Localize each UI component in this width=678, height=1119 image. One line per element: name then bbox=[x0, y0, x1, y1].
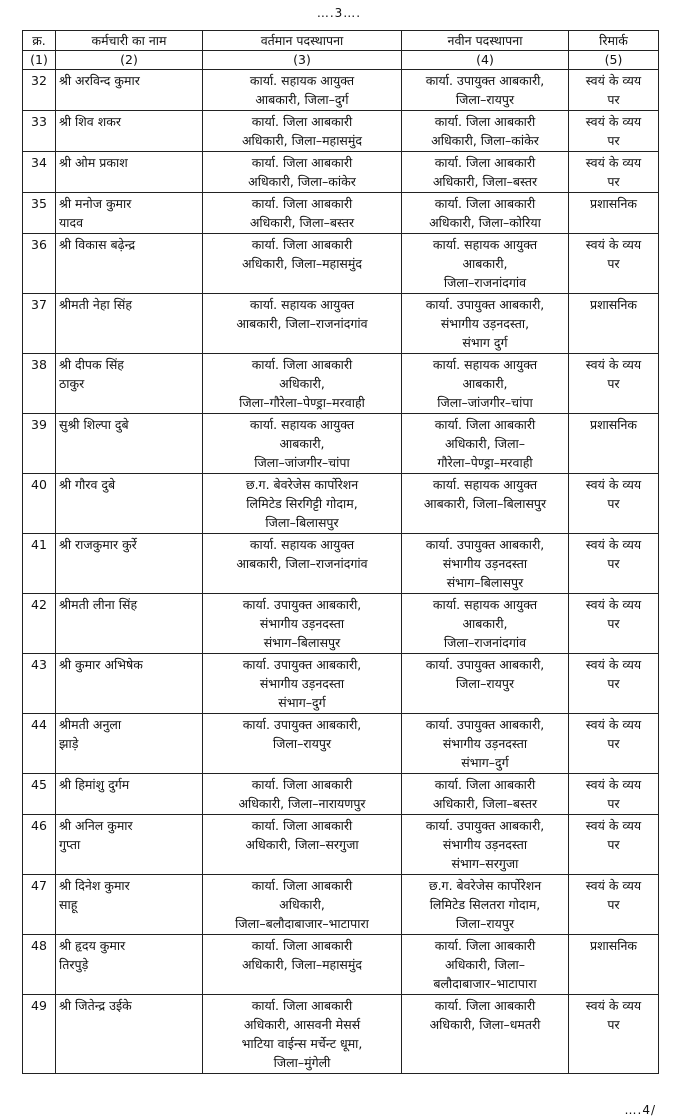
cell-line: कार्या. जिला आबकारी bbox=[251, 777, 353, 792]
employee-name-cell bbox=[56, 234, 203, 294]
cell-line: श्री मनोज कुमार bbox=[59, 196, 132, 211]
new-posting-cell bbox=[402, 111, 569, 152]
page-number-bottom: ….4/ bbox=[624, 1103, 656, 1117]
cell-line: कार्या. जिला आबकारी bbox=[434, 196, 536, 211]
new-posting-cell bbox=[402, 714, 569, 774]
remark-cell bbox=[569, 474, 659, 534]
new-posting-cell bbox=[402, 70, 569, 111]
cell-line: जिला–रायपुर bbox=[455, 92, 515, 107]
cell-line: कार्या. उपायुक्त आबकारी, bbox=[242, 597, 362, 612]
cell-line: कार्या. उपायुक्त आबकारी, bbox=[242, 657, 362, 672]
cell-line: श्रीमती लीना सिंह bbox=[59, 597, 138, 612]
cell-line: गौरेला–पेण्ड्रा–मरवाही bbox=[437, 455, 533, 470]
cell-line: स्वयं के व्यय bbox=[585, 155, 642, 170]
cell-line: संभागीय उड़नदस्ता bbox=[442, 556, 528, 571]
header-row bbox=[23, 31, 659, 51]
cell-line: पर bbox=[607, 736, 620, 751]
transfer-table bbox=[22, 30, 659, 1074]
cell-line: कार्या. सहायक आयुक्त bbox=[432, 357, 538, 372]
cell-line: कार्या. जिला आबकारी bbox=[251, 878, 353, 893]
cell-line: कार्या. सहायक आयुक्त bbox=[432, 597, 538, 612]
cell-line: संभाग–बिलासपुर bbox=[263, 635, 341, 650]
employee-name-cell bbox=[56, 294, 203, 354]
remark-cell bbox=[569, 111, 659, 152]
table-row bbox=[23, 935, 659, 995]
serial-number-cell: 47 bbox=[23, 875, 56, 935]
column-number: (1) bbox=[23, 51, 56, 70]
current-posting-cell bbox=[203, 152, 402, 193]
cell-line: पर bbox=[607, 1017, 620, 1032]
current-posting-cell bbox=[203, 354, 402, 414]
cell-line: पर bbox=[607, 496, 620, 511]
cell-line: जिला–मुंगेली bbox=[273, 1055, 331, 1070]
new-posting-cell bbox=[402, 354, 569, 414]
cell-line: कार्या. जिला आबकारी bbox=[434, 155, 536, 170]
cell-line: कार्या. जिला आबकारी bbox=[251, 155, 353, 170]
serial-number-cell: 45 bbox=[23, 774, 56, 815]
cell-line: अधिकारी, जिला–धमतरी bbox=[429, 1017, 541, 1032]
employee-name-cell bbox=[56, 414, 203, 474]
serial-number-cell: 34 bbox=[23, 152, 56, 193]
cell-line: संभागीय उड़नदस्ता bbox=[442, 736, 528, 751]
current-posting-cell bbox=[203, 654, 402, 714]
cell-line: आबकारी, जिला–राजनांदगांव bbox=[236, 556, 368, 571]
current-posting-cell bbox=[203, 474, 402, 534]
cell-line: अधिकारी, bbox=[279, 376, 325, 391]
column-number: (5) bbox=[569, 51, 659, 70]
cell-line: पर bbox=[607, 837, 620, 852]
remark-cell bbox=[569, 995, 659, 1074]
header-new-posting: नवीन पदस्थापना bbox=[402, 31, 569, 51]
cell-line: जिला–गौरेला–पेण्ड्रा–मरवाही bbox=[239, 395, 365, 410]
cell-line: श्री कुमार अभिषेक bbox=[59, 657, 143, 672]
cell-line: कार्या. जिला आबकारी bbox=[251, 938, 353, 953]
cell-line: कार्या. जिला आबकारी bbox=[251, 818, 353, 833]
cell-line: जिला–बिलासपुर bbox=[265, 515, 339, 530]
cell-line: अधिकारी, जिला–बस्तर bbox=[432, 796, 538, 811]
current-posting-cell bbox=[203, 111, 402, 152]
cell-line: यादव bbox=[59, 215, 84, 230]
current-posting-cell bbox=[203, 714, 402, 774]
remark-cell bbox=[569, 774, 659, 815]
cell-line: अधिकारी, जिला–महासमुंद bbox=[242, 957, 362, 972]
current-posting-cell bbox=[203, 234, 402, 294]
table-body bbox=[23, 70, 659, 1074]
column-number: (2) bbox=[56, 51, 203, 70]
employee-name-cell bbox=[56, 654, 203, 714]
table-row bbox=[23, 654, 659, 714]
cell-line: कार्या. उपायुक्त आबकारी, bbox=[425, 73, 545, 88]
cell-line: कार्या. जिला आबकारी bbox=[434, 417, 536, 432]
cell-line: कार्या. सहायक आयुक्त bbox=[249, 73, 355, 88]
cell-line: अधिकारी, bbox=[279, 897, 325, 912]
serial-number-cell: 42 bbox=[23, 594, 56, 654]
current-posting-cell bbox=[203, 294, 402, 354]
header-remark: रिमार्क bbox=[569, 31, 659, 51]
cell-line: अधिकारी, आसवनी मेसर्स bbox=[243, 1017, 361, 1032]
current-posting-cell bbox=[203, 594, 402, 654]
cell-line: आबकारी, जिला–बिलासपुर bbox=[423, 496, 547, 511]
cell-line: संभाग–बिलासपुर bbox=[446, 575, 524, 590]
table-row bbox=[23, 193, 659, 234]
cell-line: श्री शिव शकर bbox=[59, 114, 121, 129]
cell-line: आबकारी, bbox=[462, 376, 508, 391]
table-row bbox=[23, 714, 659, 774]
cell-line: कार्या. सहायक आयुक्त bbox=[432, 477, 538, 492]
cell-line: कार्या. सहायक आयुक्त bbox=[432, 237, 538, 252]
serial-number-cell: 38 bbox=[23, 354, 56, 414]
new-posting-cell bbox=[402, 193, 569, 234]
current-posting-cell bbox=[203, 70, 402, 111]
table-row bbox=[23, 875, 659, 935]
table-row bbox=[23, 414, 659, 474]
cell-line: अधिकारी, जिला–बस्तर bbox=[432, 174, 538, 189]
cell-line: संभाग–सरगुजा bbox=[451, 856, 519, 871]
serial-number-cell: 32 bbox=[23, 70, 56, 111]
serial-number-cell: 37 bbox=[23, 294, 56, 354]
new-posting-cell bbox=[402, 935, 569, 995]
cell-line: पर bbox=[607, 256, 620, 271]
cell-line: प्रशासनिक bbox=[589, 417, 638, 432]
remark-cell bbox=[569, 594, 659, 654]
cell-line: कार्या. उपायुक्त आबकारी, bbox=[425, 657, 545, 672]
serial-number-cell: 35 bbox=[23, 193, 56, 234]
table-row bbox=[23, 995, 659, 1074]
new-posting-cell bbox=[402, 474, 569, 534]
cell-line: कार्या. जिला आबकारी bbox=[251, 998, 353, 1013]
cell-line: स्वयं के व्यय bbox=[585, 818, 642, 833]
employee-name-cell bbox=[56, 111, 203, 152]
remark-cell bbox=[569, 234, 659, 294]
cell-line: पर bbox=[607, 174, 620, 189]
cell-line: कार्या. सहायक आयुक्त bbox=[249, 417, 355, 432]
cell-line: ठाकुर bbox=[59, 376, 85, 391]
remark-cell bbox=[569, 534, 659, 594]
cell-line: पर bbox=[607, 556, 620, 571]
cell-line: जिला–रायपुर bbox=[455, 916, 515, 931]
remark-cell bbox=[569, 294, 659, 354]
serial-number-cell: 41 bbox=[23, 534, 56, 594]
cell-line: छ.ग. बेवरेजेस कार्पोरेशन bbox=[428, 878, 542, 893]
cell-line: श्रीमती अनुला bbox=[59, 717, 122, 732]
cell-line: बलौदाबाजार–भाटापारा bbox=[433, 976, 537, 991]
serial-number-cell: 39 bbox=[23, 414, 56, 474]
current-posting-cell bbox=[203, 935, 402, 995]
cell-line: कार्या. उपायुक्त आबकारी, bbox=[425, 818, 545, 833]
cell-line: प्रशासनिक bbox=[589, 196, 638, 211]
cell-line: जिला–रायपुर bbox=[272, 736, 332, 751]
cell-line: जिला–राजनांदगांव bbox=[443, 275, 527, 290]
serial-number-cell: 40 bbox=[23, 474, 56, 534]
cell-line: श्रीमती नेहा सिंह bbox=[59, 297, 133, 312]
current-posting-cell bbox=[203, 995, 402, 1074]
cell-line: झाड़े bbox=[59, 736, 79, 751]
current-posting-cell bbox=[203, 414, 402, 474]
table-row bbox=[23, 474, 659, 534]
cell-line: श्री अनिल कुमार bbox=[59, 818, 133, 833]
cell-line: श्री हृदय कुमार bbox=[59, 938, 126, 953]
cell-line: कार्या. जिला आबकारी bbox=[251, 357, 353, 372]
employee-name-cell bbox=[56, 474, 203, 534]
cell-line: कार्या. जिला आबकारी bbox=[251, 114, 353, 129]
cell-line: स्वयं के व्यय bbox=[585, 777, 642, 792]
employee-name-cell bbox=[56, 815, 203, 875]
cell-line: कार्या. सहायक आयुक्त bbox=[249, 297, 355, 312]
cell-line: श्री विकास बढ़ेन्द्र bbox=[59, 237, 136, 252]
cell-line: जिला–रायपुर bbox=[455, 676, 515, 691]
table-row bbox=[23, 534, 659, 594]
remark-cell bbox=[569, 815, 659, 875]
cell-line: प्रशासनिक bbox=[589, 297, 638, 312]
table-row bbox=[23, 70, 659, 111]
cell-line: कार्या. जिला आबकारी bbox=[251, 196, 353, 211]
cell-line: अधिकारी, जिला–कोरिया bbox=[429, 215, 541, 230]
employee-name-cell bbox=[56, 995, 203, 1074]
cell-line: श्री राजकुमार कुर्रे bbox=[59, 537, 137, 552]
cell-line: अधिकारी, जिला–महासमुंद bbox=[242, 133, 362, 148]
cell-line: प्रशासनिक bbox=[589, 938, 638, 953]
table-row bbox=[23, 815, 659, 875]
new-posting-cell bbox=[402, 534, 569, 594]
cell-line: जिला–जांजगीर–चांपा bbox=[437, 395, 533, 410]
serial-number-cell: 43 bbox=[23, 654, 56, 714]
employee-name-cell bbox=[56, 774, 203, 815]
header-current-posting: वर्तमान पदस्थापना bbox=[203, 31, 402, 51]
table-row bbox=[23, 294, 659, 354]
serial-number-cell: 46 bbox=[23, 815, 56, 875]
current-posting-cell bbox=[203, 875, 402, 935]
new-posting-cell bbox=[402, 995, 569, 1074]
employee-name-cell bbox=[56, 875, 203, 935]
cell-line: भाटिया वाईन्स मर्चेन्ट धूमा, bbox=[241, 1036, 363, 1051]
cell-line: जिला–बलौदाबाजार–भाटापारा bbox=[235, 916, 369, 931]
cell-line: श्री अरविन्द कुमार bbox=[59, 73, 140, 88]
cell-line: अधिकारी, जिला–महासमुंद bbox=[242, 256, 362, 271]
cell-line: कार्या. उपायुक्त आबकारी, bbox=[425, 717, 545, 732]
cell-line: श्री हिमांशु दुर्गम bbox=[59, 777, 130, 792]
cell-line: स्वयं के व्यय bbox=[585, 237, 642, 252]
cell-line: अधिकारी, जिला–कांकेर bbox=[248, 174, 356, 189]
cell-line: अधिकारी, जिला–बस्तर bbox=[249, 215, 355, 230]
cell-line: छ.ग. बेवरेजेस कार्पोरेशन bbox=[245, 477, 359, 492]
cell-line: आबकारी, bbox=[462, 616, 508, 631]
cell-line: स्वयं के व्यय bbox=[585, 114, 642, 129]
cell-line: अधिकारी, जिला–सरगुजा bbox=[245, 837, 359, 852]
table-row bbox=[23, 234, 659, 294]
table-row bbox=[23, 354, 659, 414]
cell-line: संभाग–दुर्ग bbox=[461, 755, 509, 770]
serial-number-cell: 33 bbox=[23, 111, 56, 152]
employee-name-cell bbox=[56, 70, 203, 111]
column-number: (3) bbox=[203, 51, 402, 70]
cell-line: कार्या. जिला आबकारी bbox=[434, 938, 536, 953]
cell-line: कार्या. जिला आबकारी bbox=[434, 998, 536, 1013]
current-posting-cell bbox=[203, 193, 402, 234]
remark-cell bbox=[569, 935, 659, 995]
cell-line: पर bbox=[607, 616, 620, 631]
cell-line: श्री दिनेश कुमार bbox=[59, 878, 130, 893]
new-posting-cell bbox=[402, 414, 569, 474]
current-posting-cell bbox=[203, 534, 402, 594]
remark-cell bbox=[569, 193, 659, 234]
cell-line: संभाग दुर्ग bbox=[462, 335, 508, 350]
cell-line: अधिकारी, जिला– bbox=[444, 436, 526, 451]
cell-line: पर bbox=[607, 92, 620, 107]
current-posting-cell bbox=[203, 815, 402, 875]
cell-line: श्री दीपक सिंह bbox=[59, 357, 124, 372]
new-posting-cell bbox=[402, 594, 569, 654]
cell-line: संभागीय उड़नदस्ता, bbox=[440, 316, 530, 331]
cell-line: जिला–जांजगीर–चांपा bbox=[254, 455, 350, 470]
new-posting-cell bbox=[402, 294, 569, 354]
remark-cell bbox=[569, 714, 659, 774]
cell-line: स्वयं के व्यय bbox=[585, 597, 642, 612]
remark-cell bbox=[569, 152, 659, 193]
employee-name-cell bbox=[56, 534, 203, 594]
current-posting-cell bbox=[203, 774, 402, 815]
cell-line: स्वयं के व्यय bbox=[585, 73, 642, 88]
cell-line: कार्या. जिला आबकारी bbox=[434, 777, 536, 792]
cell-line: संभागीय उड़नदस्ता bbox=[259, 676, 345, 691]
cell-line: पर bbox=[607, 133, 620, 148]
cell-line: आबकारी, जिला–राजनांदगांव bbox=[236, 316, 368, 331]
cell-line: गुप्ता bbox=[59, 837, 81, 852]
remark-cell bbox=[569, 354, 659, 414]
employee-name-cell bbox=[56, 935, 203, 995]
cell-line: श्री जितेन्द्र उईके bbox=[59, 998, 132, 1013]
remark-cell bbox=[569, 654, 659, 714]
cell-line: पर bbox=[607, 897, 620, 912]
cell-line: कार्या. जिला आबकारी bbox=[251, 237, 353, 252]
new-posting-cell bbox=[402, 152, 569, 193]
cell-line: स्वयं के व्यय bbox=[585, 477, 642, 492]
cell-line: तिरपुड़े bbox=[59, 957, 89, 972]
cell-line: आबकारी, bbox=[279, 436, 325, 451]
cell-line: अधिकारी, जिला–नारायणपुर bbox=[238, 796, 366, 811]
serial-number-cell: 49 bbox=[23, 995, 56, 1074]
new-posting-cell bbox=[402, 875, 569, 935]
cell-line: आबकारी, bbox=[462, 256, 508, 271]
cell-line: स्वयं के व्यय bbox=[585, 998, 642, 1013]
remark-cell bbox=[569, 875, 659, 935]
serial-number-cell: 44 bbox=[23, 714, 56, 774]
employee-name-cell bbox=[56, 594, 203, 654]
table-row bbox=[23, 111, 659, 152]
cell-line: कार्या. उपायुक्त आबकारी, bbox=[425, 537, 545, 552]
cell-line: अधिकारी, जिला– bbox=[444, 957, 526, 972]
cell-line: स्वयं के व्यय bbox=[585, 537, 642, 552]
cell-line: कार्या. जिला आबकारी bbox=[434, 114, 536, 129]
cell-line: कार्या. उपायुक्त आबकारी, bbox=[242, 717, 362, 732]
cell-line: स्वयं के व्यय bbox=[585, 357, 642, 372]
header-sno: क्र. bbox=[23, 31, 56, 51]
new-posting-cell bbox=[402, 815, 569, 875]
new-posting-cell bbox=[402, 654, 569, 714]
cell-line: संभागीय उड़नदस्ता bbox=[442, 837, 528, 852]
cell-line: स्वयं के व्यय bbox=[585, 878, 642, 893]
cell-line: लिमिटेड सिलतरा गोदाम, bbox=[429, 897, 541, 912]
cell-line: पर bbox=[607, 676, 620, 691]
employee-name-cell bbox=[56, 714, 203, 774]
cell-line: लिमिटेड सिरगिट्टी गोदाम, bbox=[246, 496, 358, 511]
cell-line: अधिकारी, जिला–कांकेर bbox=[431, 133, 539, 148]
cell-line: पर bbox=[607, 376, 620, 391]
cell-line: कार्या. सहायक आयुक्त bbox=[249, 537, 355, 552]
page-number-top: ….3…. bbox=[316, 6, 362, 20]
column-number: (4) bbox=[402, 51, 569, 70]
employee-name-cell bbox=[56, 152, 203, 193]
cell-line: सुश्री शिल्पा दुबे bbox=[59, 417, 129, 432]
remark-cell bbox=[569, 414, 659, 474]
cell-line: संभागीय उड़नदस्ता bbox=[259, 616, 345, 631]
new-posting-cell bbox=[402, 774, 569, 815]
table-row bbox=[23, 152, 659, 193]
table-row bbox=[23, 594, 659, 654]
cell-line: पर bbox=[607, 796, 620, 811]
serial-number-cell: 36 bbox=[23, 234, 56, 294]
header-employee-name: कर्मचारी का नाम bbox=[56, 31, 203, 51]
cell-line: श्री ओम प्रकाश bbox=[59, 155, 128, 170]
cell-line: स्वयं के व्यय bbox=[585, 717, 642, 732]
table-row bbox=[23, 774, 659, 815]
cell-line: जिला–राजनांदगांव bbox=[443, 635, 527, 650]
cell-line: स्वयं के व्यय bbox=[585, 657, 642, 672]
serial-number-cell: 48 bbox=[23, 935, 56, 995]
cell-line: आबकारी, जिला–दुर्ग bbox=[255, 92, 349, 107]
column-number-row bbox=[23, 51, 659, 70]
remark-cell bbox=[569, 70, 659, 111]
employee-name-cell bbox=[56, 354, 203, 414]
employee-name-cell bbox=[56, 193, 203, 234]
cell-line: साहू bbox=[59, 897, 78, 912]
cell-line: श्री गौरव दुबे bbox=[59, 477, 116, 492]
cell-line: कार्या. उपायुक्त आबकारी, bbox=[425, 297, 545, 312]
cell-line: संभाग–दुर्ग bbox=[278, 695, 326, 710]
new-posting-cell bbox=[402, 234, 569, 294]
